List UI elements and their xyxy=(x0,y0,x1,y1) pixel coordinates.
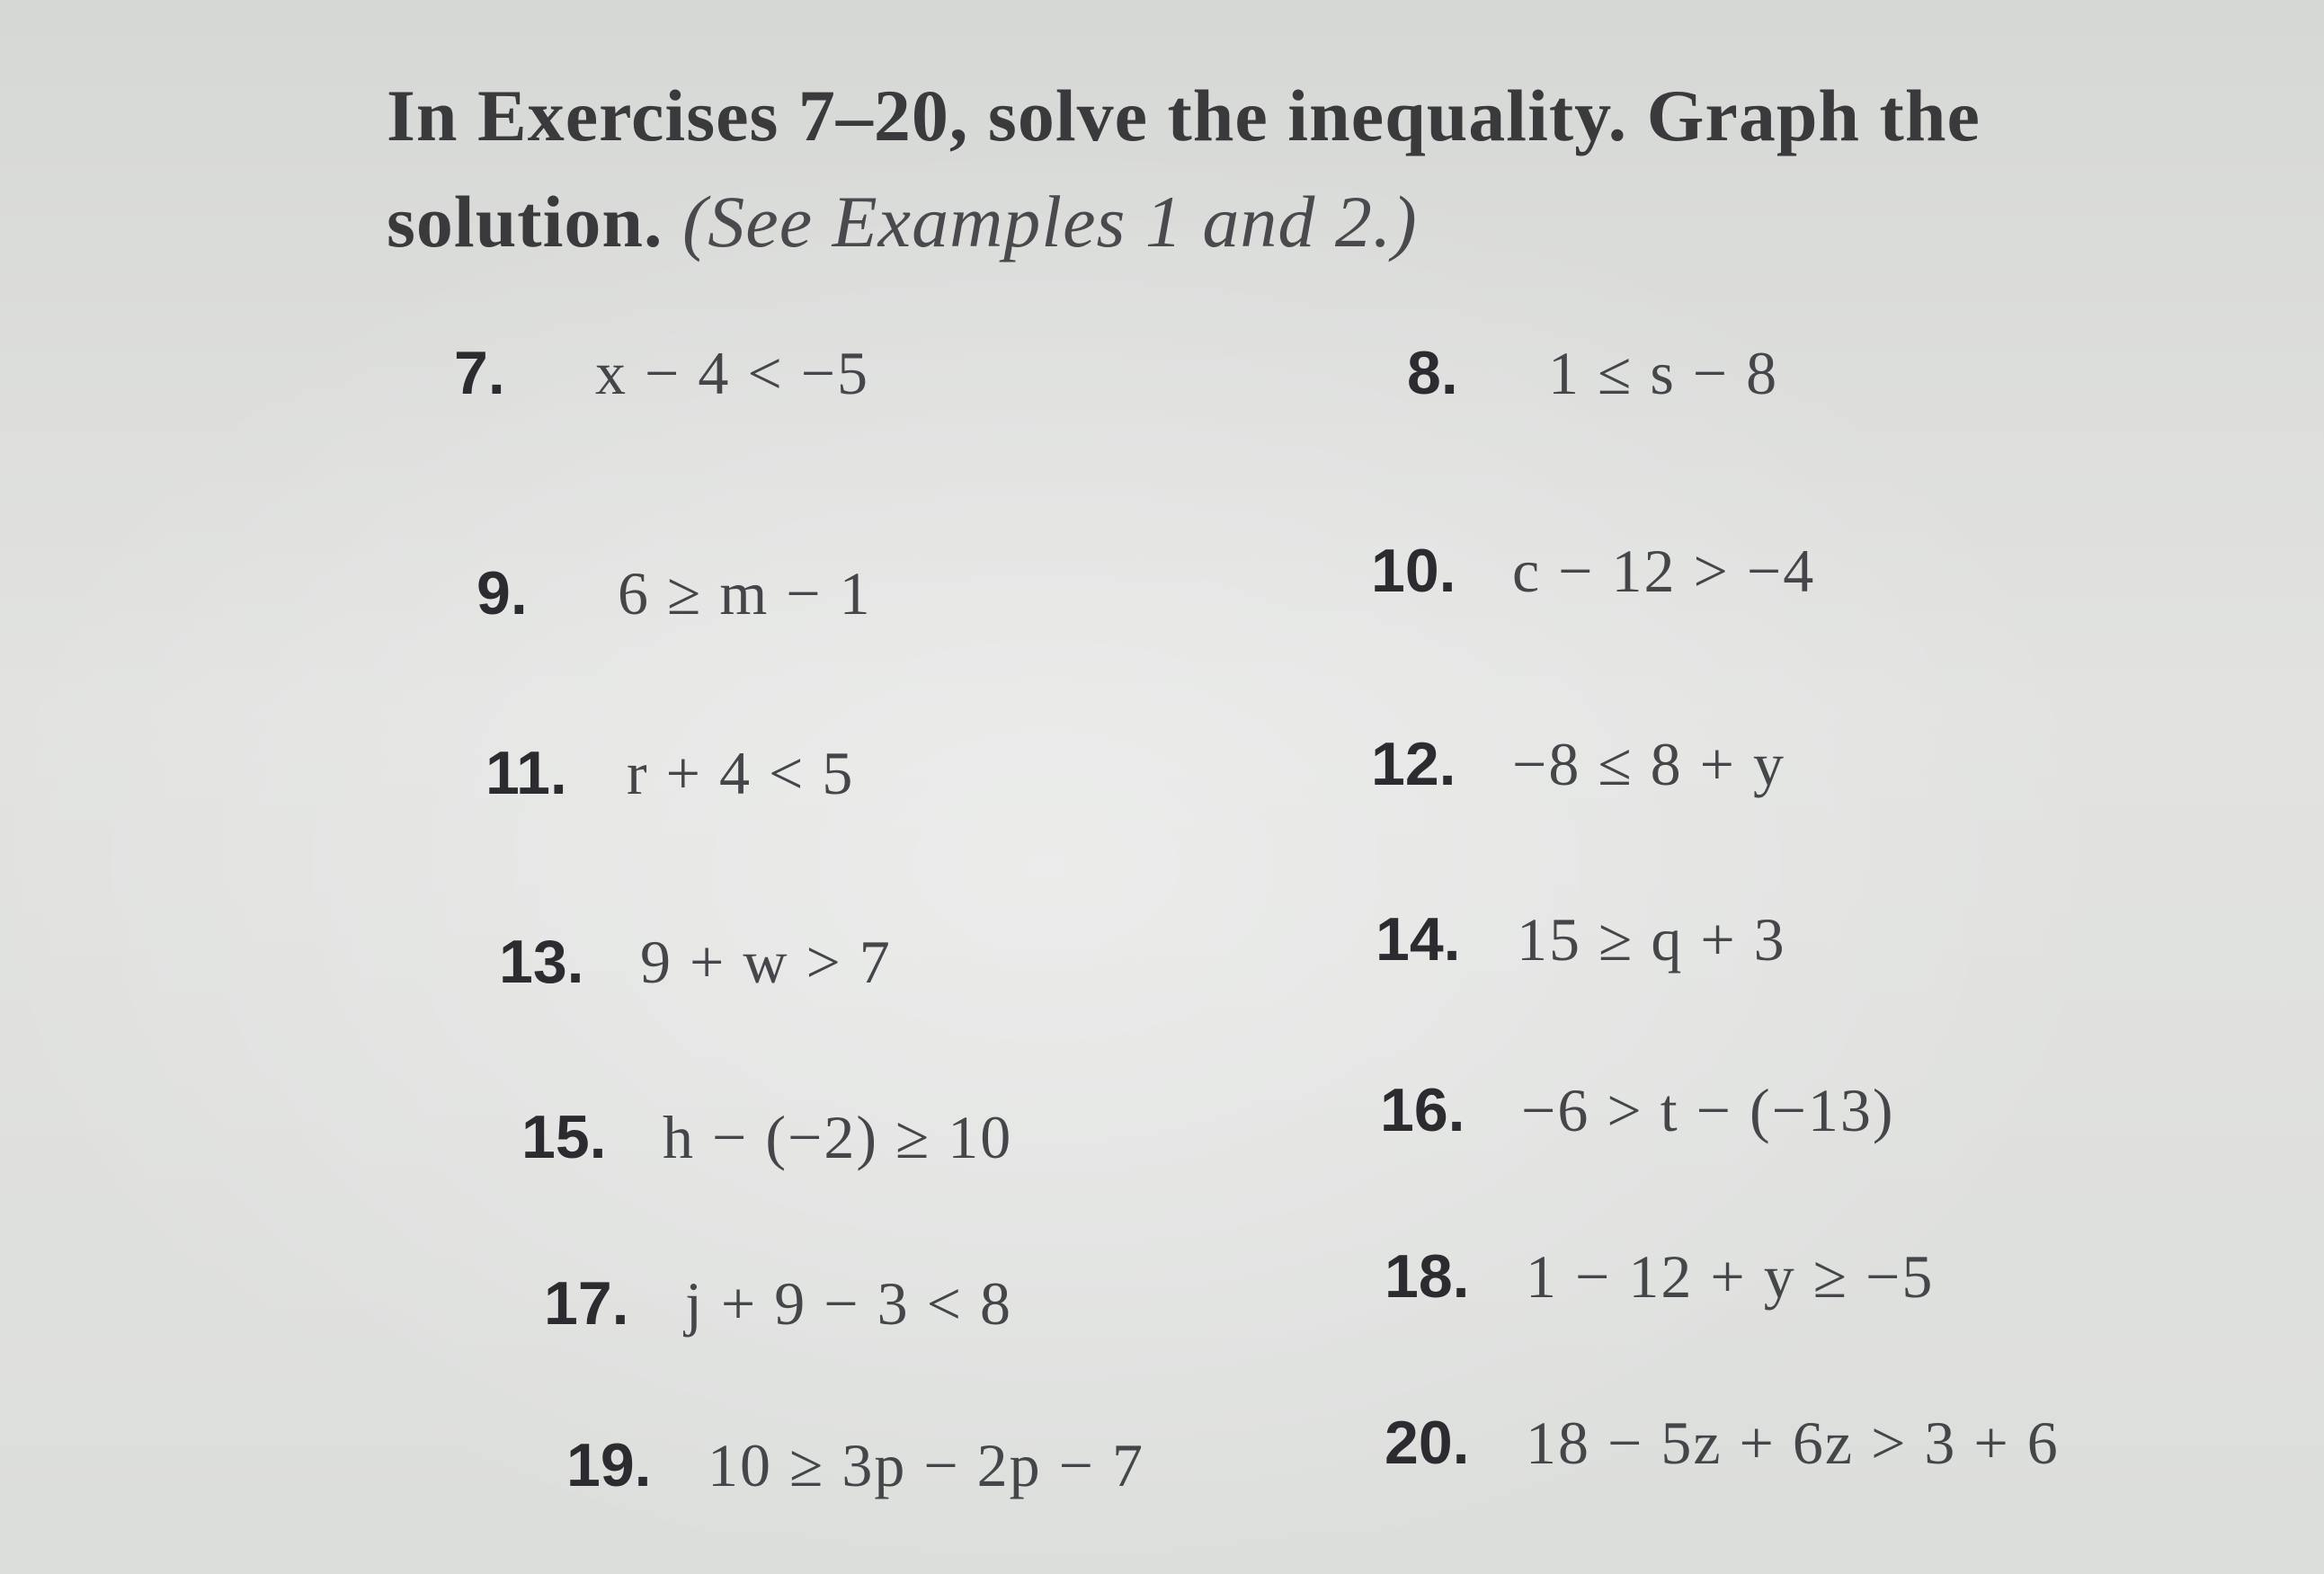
exercise-instructions xyxy=(387,63,2140,275)
exercise-17 xyxy=(544,1267,1012,1339)
exercise-number: 10. xyxy=(1371,537,1456,605)
exercise-inequality: 6 ≥ m − 1 xyxy=(618,559,872,627)
exercise-number: 7. xyxy=(454,339,505,407)
exercise-inequality: 18 − 5z + 6z > 3 + 6 xyxy=(1526,1409,2060,1477)
exercise-number: 19. xyxy=(566,1431,652,1499)
exercise-inequality: j + 9 − 3 < 8 xyxy=(685,1269,1012,1338)
exercise-7 xyxy=(454,337,869,409)
exercise-8 xyxy=(1407,337,1778,409)
exercise-inequality: 15 ≥ q + 3 xyxy=(1517,905,1786,974)
exercise-inequality: h − (−2) ≥ 10 xyxy=(663,1103,1013,1171)
exercise-13 xyxy=(499,926,892,998)
exercise-inequality: r + 4 < 5 xyxy=(627,739,855,807)
see-examples-note: (See Examples 1 and 2.) xyxy=(682,181,1418,262)
exercise-16 xyxy=(1380,1074,1895,1146)
exercise-9 xyxy=(476,557,872,629)
exercise-number: 18. xyxy=(1385,1242,1470,1311)
exercise-20 xyxy=(1385,1407,2060,1479)
exercise-10 xyxy=(1371,535,1815,607)
exercise-inequality: 1 − 12 + y ≥ −5 xyxy=(1526,1242,1935,1311)
instructions-text: In Exercises 7–20, solve the inequality. Graph the solution. xyxy=(387,75,1981,262)
exercise-11 xyxy=(485,737,854,809)
exercise-number: 16. xyxy=(1380,1076,1465,1144)
exercise-number: 17. xyxy=(544,1269,629,1338)
exercise-inequality: −8 ≤ 8 + y xyxy=(1512,730,1786,798)
exercise-number: 13. xyxy=(499,928,584,996)
exercise-19 xyxy=(566,1429,1144,1501)
exercise-number: 8. xyxy=(1407,339,1458,407)
exercise-number: 11. xyxy=(485,739,567,807)
exercise-number: 20. xyxy=(1385,1409,1470,1477)
exercise-number: 14. xyxy=(1376,905,1461,974)
exercise-number: 12. xyxy=(1371,730,1456,798)
exercise-15 xyxy=(521,1101,1012,1173)
exercise-14 xyxy=(1376,903,1786,975)
exercise-inequality: 10 ≥ 3p − 2p − 7 xyxy=(708,1431,1145,1499)
exercise-18 xyxy=(1385,1241,1934,1312)
exercise-inequality: 9 + w > 7 xyxy=(640,928,892,996)
exercise-12 xyxy=(1371,728,1785,800)
exercise-inequality: c − 12 > −4 xyxy=(1512,537,1816,605)
exercise-inequality: x − 4 < −5 xyxy=(595,339,870,407)
exercise-inequality: 1 ≤ s − 8 xyxy=(1548,339,1779,407)
exercise-number: 15. xyxy=(521,1103,607,1171)
exercise-number: 9. xyxy=(476,559,528,627)
exercise-inequality: −6 > t − (−13) xyxy=(1521,1076,1895,1144)
